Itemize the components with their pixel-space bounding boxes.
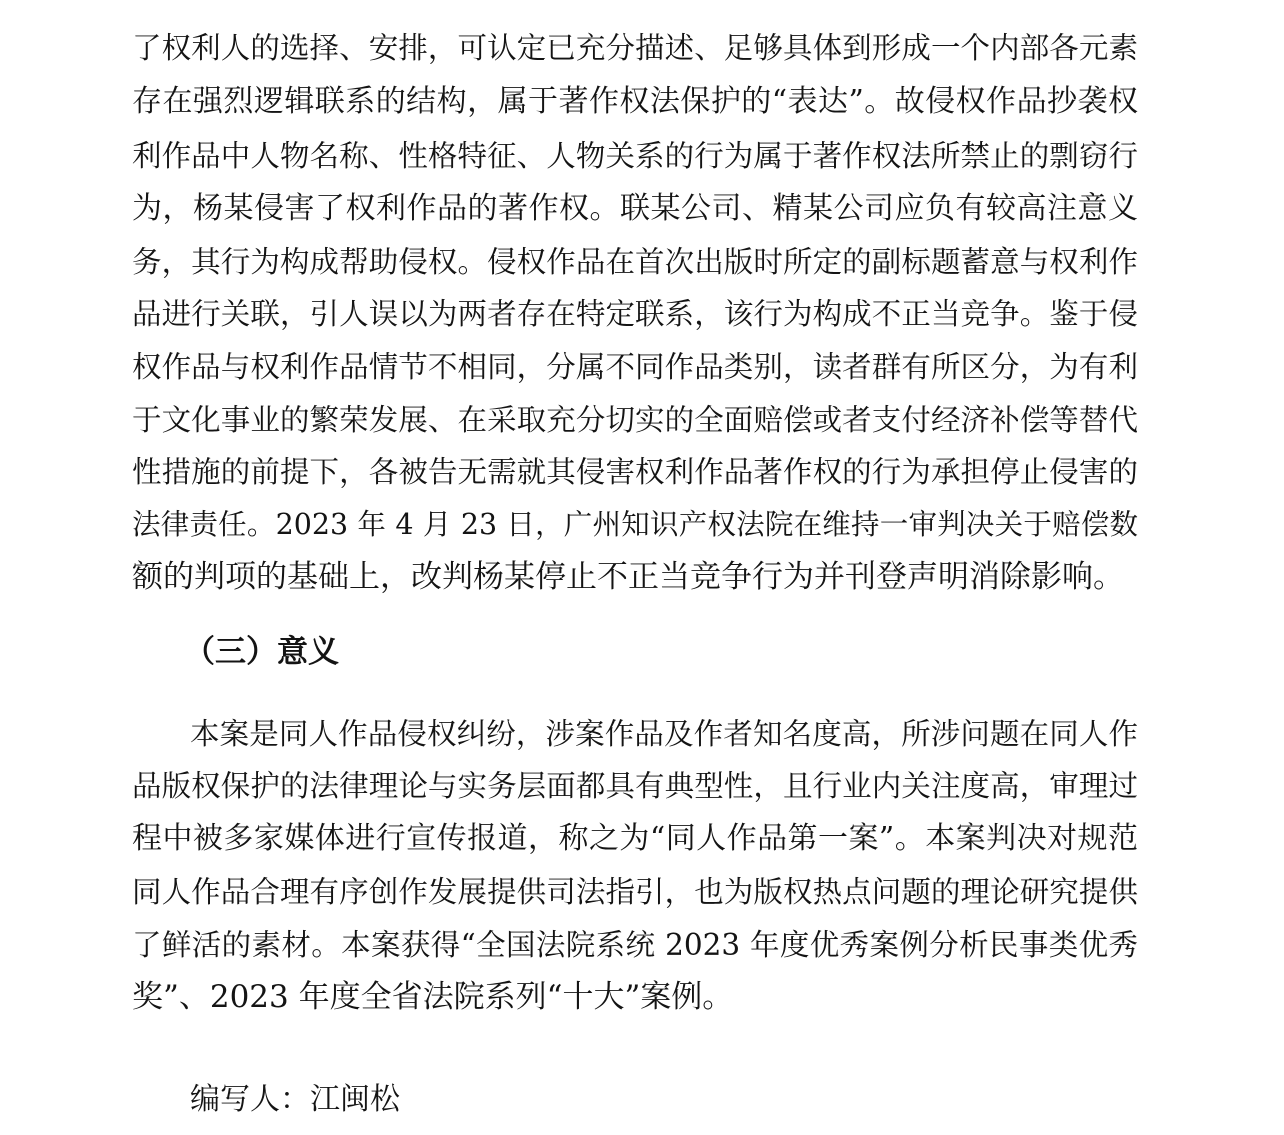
text-line: 为，杨某侵害了权利作品的著作权。联某公司、精某公司应负有较高注意义 (132, 191, 1138, 226)
text-line: 品版权保护的法律理论与实务层面都具有典型性，且行业内关注度高，审理过 (132, 769, 1138, 803)
text-line: 同人作品合理有序创作发展提供司法指引，也为版权热点问题的理论研究提供 (132, 875, 1138, 909)
text-line: 务，其行为构成帮助侵权。侵权作品在首次出版时所定的副标题蓄意与权利作 (132, 245, 1138, 279)
text-line: 了鲜活的素材。本案获得“全国法院系统 2023 年度优秀案例分析民事类优秀 (132, 928, 1138, 962)
section-heading: （三）意义 (184, 634, 339, 670)
text-line: 本案是同人作品侵权纠纷，涉案作品及作者知名度高，所涉问题在同人作 (190, 717, 1138, 751)
text-line: 于文化事业的繁荣发展、在采取充分切实的全面赔偿或者支付经济补偿等替代 (132, 403, 1138, 437)
text-line: 存在强烈逻辑联系的结构，属于著作权法保护的“表达”。故侵权作品抄袭权 (132, 84, 1138, 119)
text-line: 性措施的前提下，各被告无需就其侵害权利作品著作权的行为承担停止侵害的 (132, 455, 1138, 489)
text-line: 额的判项的基础上，改判杨某停止不正当竞争行为并刊登声明消除影响。 (132, 559, 1124, 595)
author-line: 编写人：江闽松 (190, 1082, 400, 1117)
text-line: 法律责任。2023 年 4 月 23 日，广州知识产权法院在维持一审判决关于赔偿数 (132, 508, 1138, 541)
text-line: 了权利人的选择、安排，可认定已充分描述、足够具体到形成一个内部各元素 (132, 31, 1138, 65)
text-line: 利作品中人物名称、性格特征、人物关系的行为属于著作权法所禁止的剽窃行 (132, 139, 1138, 173)
text-line: 奖”、2023 年度全省法院系列“十大”案例。 (132, 979, 734, 1015)
text-line: 程中被多家媒体进行宣传报道，称之为“同人作品第一案”。本案判决对规范 (132, 821, 1138, 856)
text-line: 品进行关联，引人误以为两者存在特定联系，该行为构成不正当竞争。鉴于侵 (132, 297, 1138, 331)
text-line: 权作品与权利作品情节不相同，分属不同作品类别，读者群有所区分，为有利 (132, 350, 1138, 384)
